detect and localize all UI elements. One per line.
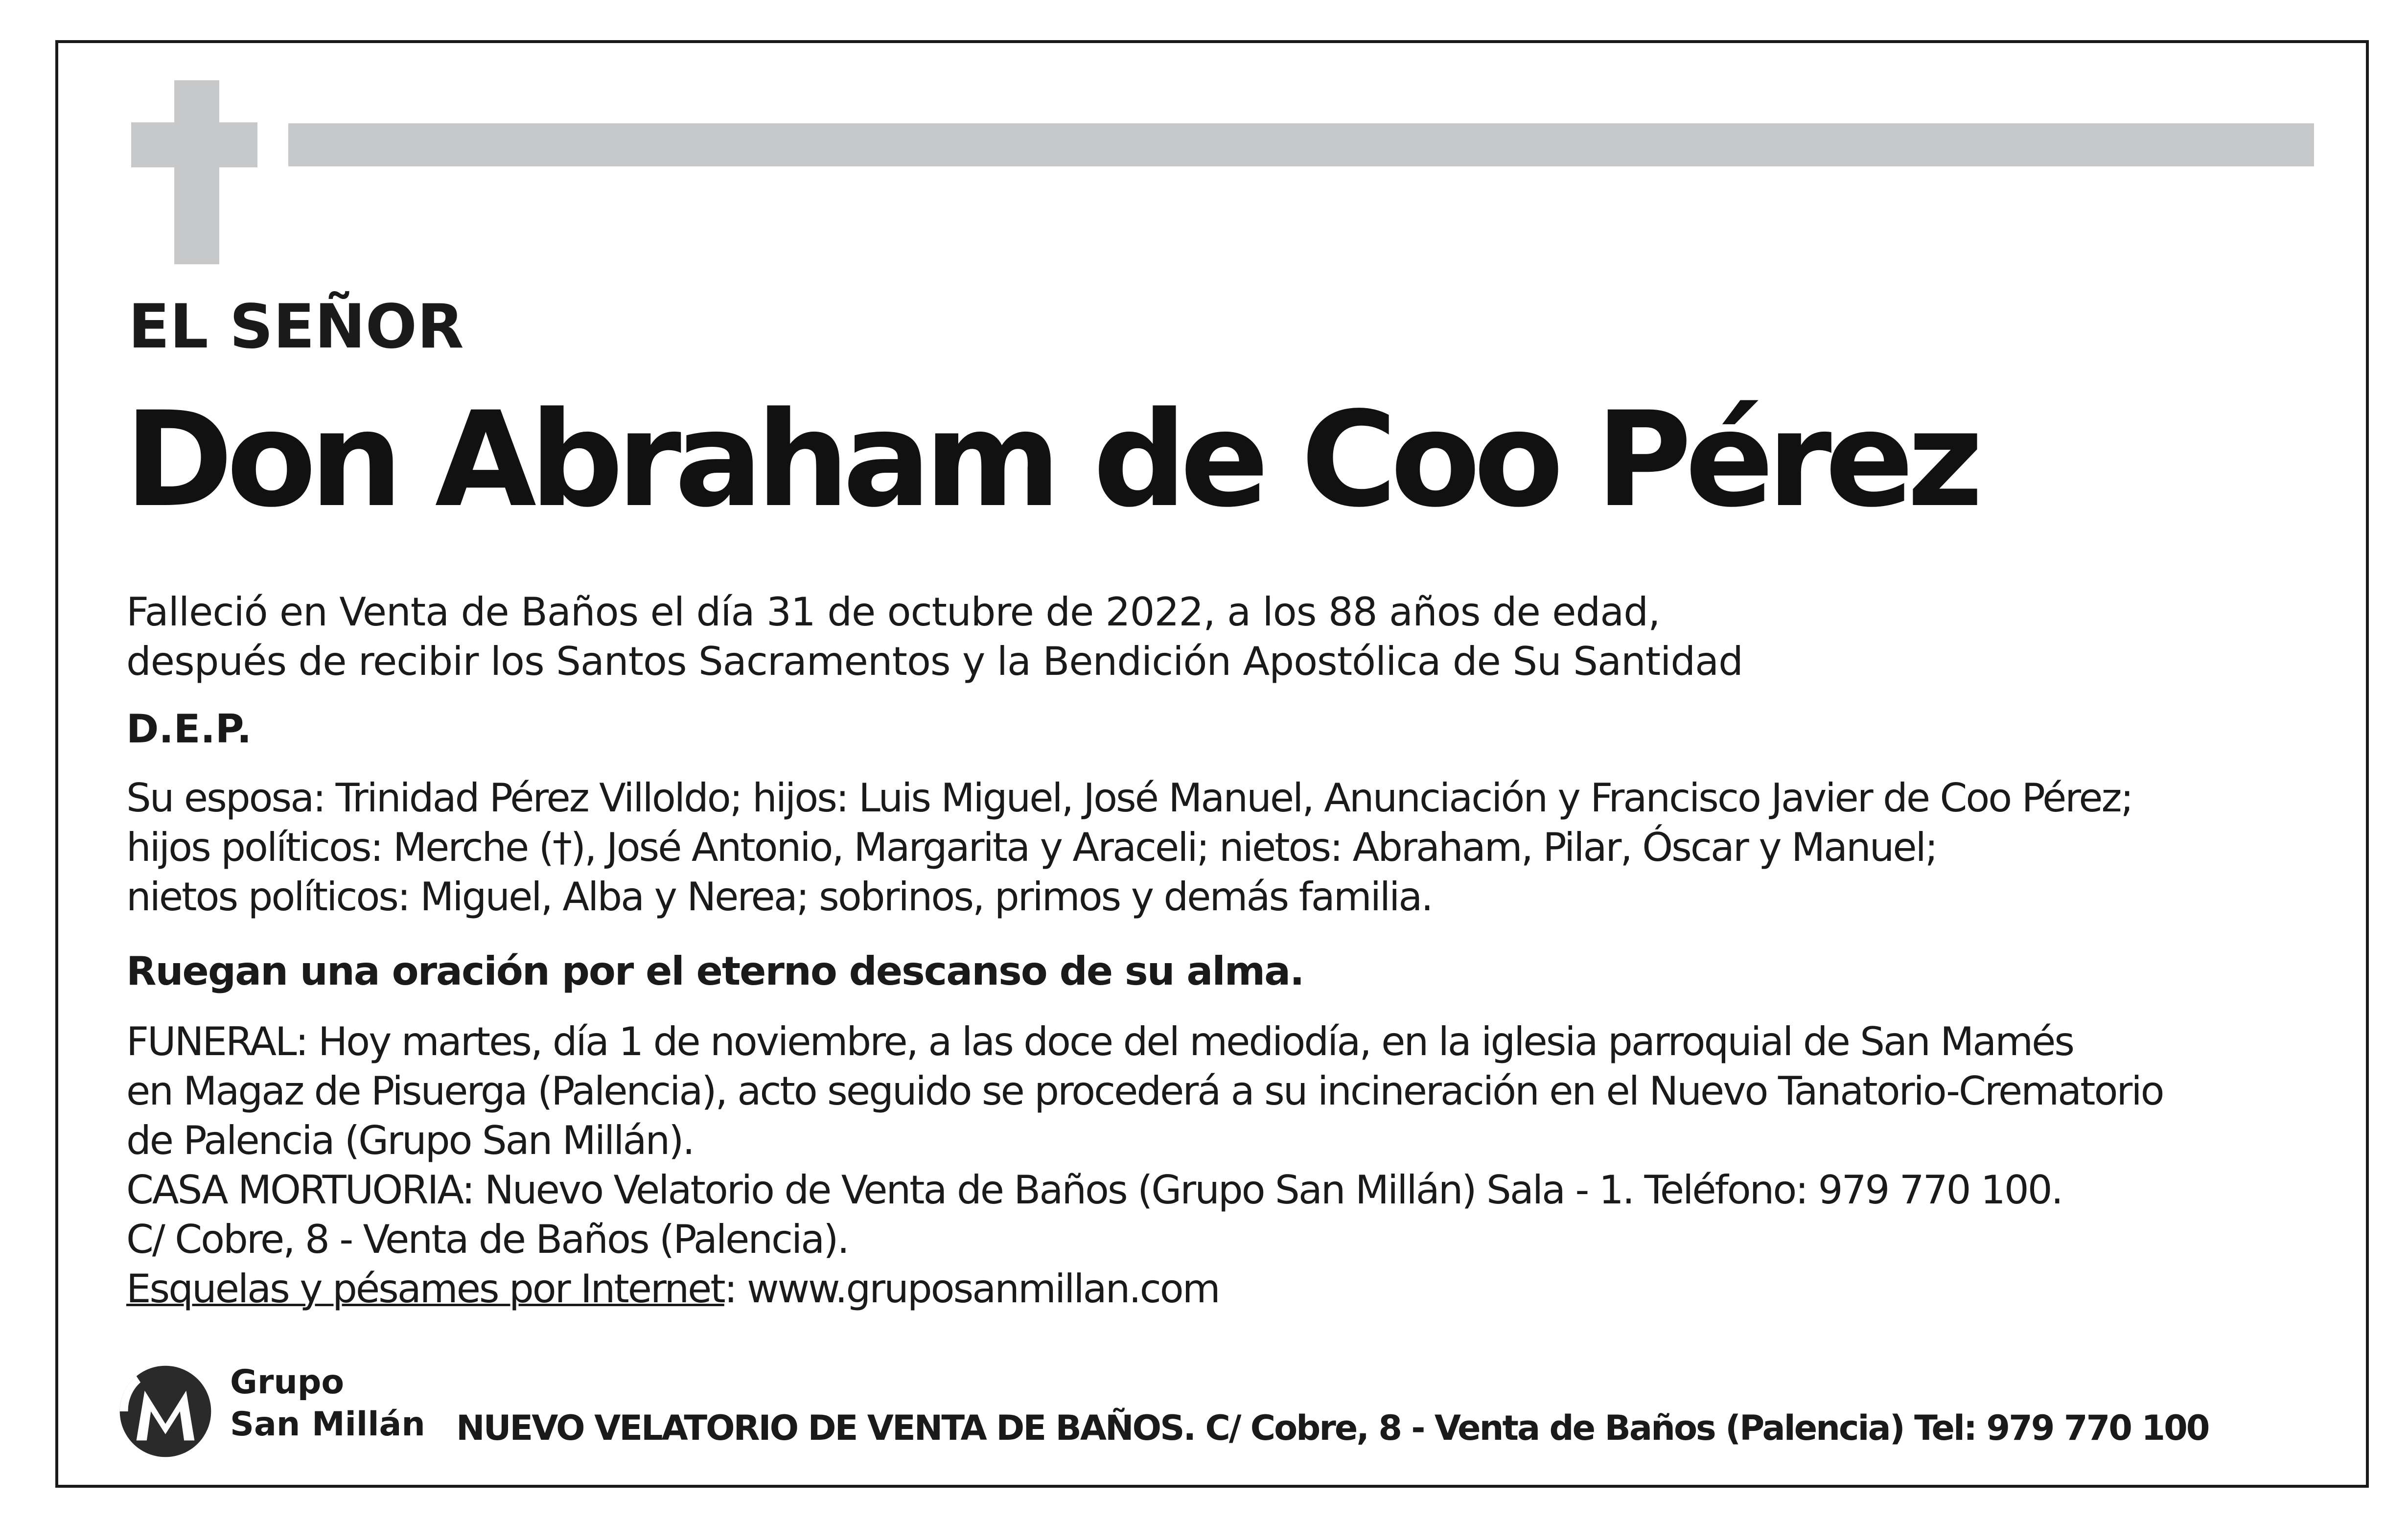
- internet-line: [126, 1264, 2163, 1314]
- family-list: [126, 773, 2132, 922]
- cross-icon: [174, 80, 219, 264]
- funeral-line: en Magaz de Pisuerga (Palencia), acto seguido se procederá a su incineración en el Nuevo Tanatorio-Crematorio: [126, 1068, 2163, 1114]
- funeral-details: [126, 1017, 2163, 1314]
- website-link[interactable]: www.gruposanmillan.com: [747, 1266, 1219, 1312]
- funeral-line: C/ Cobre, 8 - Venta de Baños (Palencia).: [126, 1217, 848, 1262]
- family-line: Su esposa: Trinidad Pérez Villoldo; hijos: Luis Miguel, José Manuel, Anunciación y Francisco Javier de Coo Pérez;: [126, 775, 2132, 821]
- grupo-san-millan-logo-icon: [114, 1360, 217, 1463]
- death-details-line: después de recibir los Santos Sacramentos y la Bendición Apostólica de Su Santidad: [126, 639, 1743, 684]
- logo-wordmark: [230, 1361, 425, 1446]
- internet-label: Esquelas y pésames por Internet: [126, 1266, 724, 1312]
- dep-label: D.E.P.: [126, 706, 252, 752]
- logo-line: Grupo: [230, 1363, 345, 1402]
- funeral-line: FUNERAL: Hoy martes, día 1 de noviembre, a las doce del mediodía, en la iglesia parroquial de San Mamés: [126, 1019, 2074, 1064]
- internet-separator: :: [724, 1266, 747, 1312]
- family-line: nietos políticos: Miguel, Alba y Nerea; sobrinos, primos y demás familia.: [126, 874, 1432, 920]
- honorific: EL SEÑOR: [128, 292, 464, 362]
- logo-line: San Millán: [230, 1405, 425, 1444]
- footer-address: NUEVO VELATORIO DE VENTA DE BAÑOS. C/ Cobre, 8 - Venta de Baños (Palencia) Tel: 979 770 100: [456, 1408, 2209, 1448]
- death-details-line: Falleció en Venta de Baños el día 31 de octubre de 2022, a los 88 años de edad,: [126, 589, 1660, 635]
- cross-icon-arm: [131, 122, 257, 167]
- funeral-line: CASA MORTUORIA: Nuevo Velatorio de Venta de Baños (Grupo San Millán) Sala - 1. Teléfono: 979 770 100.: [126, 1167, 2062, 1213]
- funeral-line: de Palencia (Grupo San Millán).: [126, 1118, 694, 1163]
- death-details: [126, 587, 1743, 686]
- deceased-name: Don Abraham de Coo Pérez: [124, 384, 1977, 536]
- family-line: hijos políticos: Merche (†), José Antonio, Margarita y Araceli; nietos: Abraham, Pilar, Óscar y Manuel;: [126, 825, 1937, 870]
- header-bar: [288, 123, 2314, 166]
- prayer-request: Ruegan una oración por el eterno descanso de su alma.: [126, 948, 1304, 994]
